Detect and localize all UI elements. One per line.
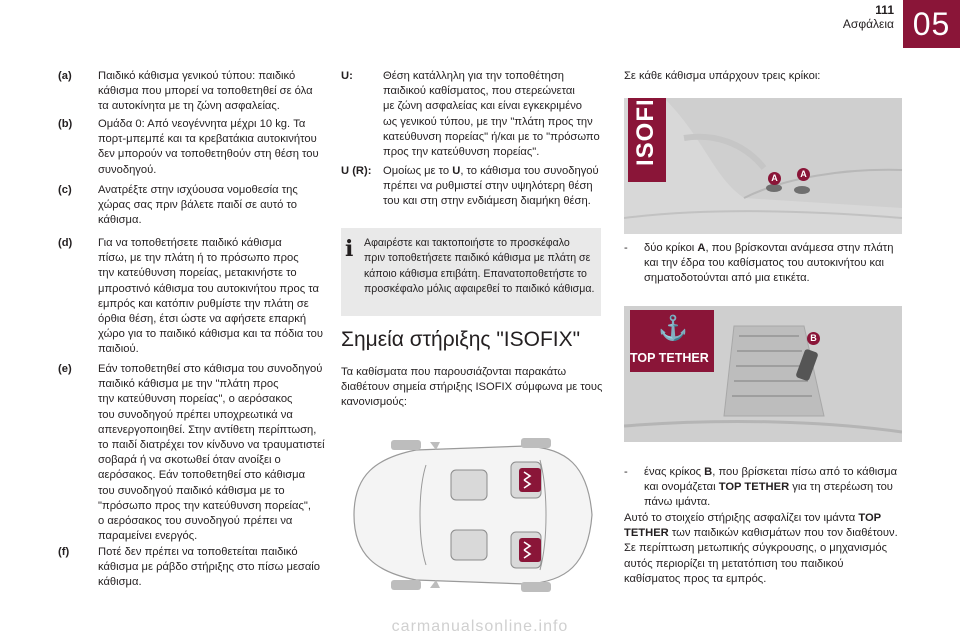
isofix-label: ISOFIX bbox=[632, 81, 659, 166]
text-line: και ονομάζεται TOP TETHER για τη στερέωση του bbox=[644, 481, 893, 494]
text-line: και την έδρα του καθίσματος του αυτοκινήτου και bbox=[644, 257, 884, 270]
legend-label: (d) bbox=[58, 237, 73, 249]
text-line: ο αερόσακος του συνοδηγού πρέπει να bbox=[98, 515, 293, 528]
text-line: προσκέφαλο μόλις αφαιρεθεί το παιδικό κάθισμα. bbox=[364, 283, 595, 296]
info-icon: i bbox=[345, 236, 354, 262]
text-line: σηματοδοτούνται από μια ετικέτα. bbox=[644, 272, 810, 285]
text-line: TETHER των παιδικών καθισμάτων που τον διαθέτουν. bbox=[624, 527, 898, 540]
anchor-b-badge: B bbox=[807, 332, 820, 345]
text-line: κάθισμα που μπορεί να τοποθετηθεί σε όλα bbox=[98, 85, 313, 98]
text-line: παιδικό κάθισμα με την "πλάτη προς bbox=[98, 378, 279, 391]
text-line: την κατεύθυνση πορείας", ο αερόσακος bbox=[98, 393, 293, 406]
text-line: πρέπει να ρυθμιστεί στην υψηλότερη θέση bbox=[383, 180, 593, 193]
text-line: αερόσακος. Εάν τοποθετηθεί στο κάθισμα bbox=[98, 469, 306, 482]
text-line: όρθια θέση, έτσι ώστε να αφήσετε επαρκή bbox=[98, 313, 307, 326]
info-text bbox=[364, 236, 596, 298]
text-line: του και στη στην ενδιάμεση διαμήκη θέση. bbox=[383, 195, 591, 208]
text-line: Ομάδα 0: Από νεογέννητα μέχρι 10 kg. Τα bbox=[98, 118, 306, 130]
text-line: καθίσματος προς τα εμπρός. bbox=[624, 572, 767, 585]
text-line: πίσω, με την πλάτη ή το πρόσωπο προς bbox=[98, 252, 299, 265]
child-seat-icon: ⚓ bbox=[658, 315, 688, 342]
text-line: με ζώνη ασφαλείας και είναι εγκεκριμένο bbox=[383, 100, 583, 113]
anchors-intro: Σε κάθε κάθισμα υπάρχουν τρεις κρίκοι: bbox=[624, 70, 821, 82]
top-tether-label: TOP TETHER bbox=[630, 351, 709, 365]
text-line: προς την κατεύθυνση πορείας". bbox=[383, 146, 540, 159]
text-line: Θέση κατάλληλη για την τοποθέτηση bbox=[383, 70, 564, 82]
legend-label: (f) bbox=[58, 546, 70, 558]
text-line: του συνοδηγού πρέπει υποχρεωτικά να bbox=[98, 408, 293, 421]
definition-label: U: bbox=[341, 70, 353, 82]
top-tether-paragraph bbox=[624, 511, 902, 587]
watermark: carmanualsonline.info bbox=[391, 618, 569, 635]
text-line: του συνοδηγού παιδικό κάθισμα με το bbox=[98, 484, 285, 497]
anchor-a-badge: A bbox=[797, 168, 810, 181]
text-line: Σε περίπτωση μετωπικής σύγκρουσης, ο μηχανισμός bbox=[624, 542, 888, 555]
text-line: πριν τοποθετήσετε παιδικό κάθισμα με πλάτη σε bbox=[364, 252, 591, 265]
text-line: αυτός περιορίζει τη μετατόπιση του παιδικού bbox=[624, 557, 844, 570]
text-line: πάνω ιμάντα. bbox=[644, 496, 711, 509]
text-line: συνοδηγού. bbox=[98, 163, 157, 176]
text-line: μπροστινό κάθισμα του αυτοκινήτου προς τα bbox=[98, 282, 319, 295]
text-line: παιδιού. bbox=[98, 343, 139, 356]
text-line: Αφαιρέστε και τακτοποιήστε το προσκέφαλο bbox=[364, 237, 570, 249]
text-line: ένας κρίκος B, που βρίσκεται πίσω από το κάθισμα bbox=[644, 466, 898, 478]
text-line: κανονισμούς: bbox=[341, 396, 408, 409]
text-line: Αυτό το στοιχείο στήριξης ασφαλίζει τον ιμάντα TOP bbox=[624, 512, 882, 524]
text-line: Ανατρέξτε στην ισχύουσα νομοθεσία της bbox=[98, 184, 298, 196]
legend-label: (c) bbox=[58, 184, 72, 196]
text-line: κάθισμα με ράβδο στήριξης στο πίσω μεσαίο bbox=[98, 561, 321, 574]
text-line: ως γενικού τύπου, με την "πλάτη προς την bbox=[383, 115, 593, 128]
text-line: χώρο για το παιδικό κάθισμα και τα πόδια του bbox=[98, 328, 324, 341]
text-line: σοβαρά ή να σκοτωθεί όταν ανοίξει ο bbox=[98, 454, 281, 467]
text-line: Παιδικό κάθισμα γενικού τύπου: παιδικό bbox=[98, 70, 296, 82]
text-line: "πρόσωπο προς την κατεύθυνση πορείας", bbox=[98, 499, 311, 512]
definition-label: U (R): bbox=[341, 165, 372, 177]
car-top-view-illustration bbox=[336, 420, 602, 610]
text-line: δεν μπορούν να τοποθετηθούν στη θέση του bbox=[98, 148, 319, 161]
section-heading: Σημεία στήριξης "ISOFIX" bbox=[341, 328, 581, 351]
text-line: παραμείνει ενεργός. bbox=[98, 530, 198, 543]
text-line: εμπρός και κατόπιν ρυθμίστε την πλάτη σε bbox=[98, 297, 309, 310]
legend-label: (a) bbox=[58, 70, 72, 82]
text-line: απενεργοποιηθεί. Στην αντίθετη περίπτωση, bbox=[98, 423, 317, 436]
text-line: χώρας σας πριν βάλετε παιδί σε αυτό το bbox=[98, 199, 297, 212]
anchor-a-badge: A bbox=[768, 172, 781, 185]
text-line: πορτ-μπεμπέ και τα κρεβατάκια αυτοκινήτου bbox=[98, 133, 317, 146]
intro-paragraph bbox=[341, 365, 603, 411]
section-title-header: Ασφάλεια bbox=[842, 17, 894, 31]
text-line: διαθέτουν σημεία στήριξης ISOFIX σύμφωνα με τους bbox=[341, 381, 603, 394]
text-line: δύο κρίκοι A, που βρίσκονται ανάμεσα στην πλάτη bbox=[644, 242, 894, 254]
text-line: κάθισμα. bbox=[98, 214, 142, 227]
page-number: 111 bbox=[875, 3, 894, 17]
top-tether-photo bbox=[624, 306, 902, 442]
text-line: Ποτέ δεν πρέπει να τοποθετείται παιδικό bbox=[98, 546, 298, 558]
chapter-tab: 05 bbox=[903, 0, 960, 48]
text-line: κάθισμα. bbox=[98, 576, 142, 589]
legend-label: (e) bbox=[58, 363, 72, 375]
text-line: την κατεύθυνση πορείας, μετακινήστε το bbox=[98, 267, 297, 280]
isofix-anchors-photo bbox=[624, 98, 902, 234]
text-line: Ομοίως με το U, το κάθισμα του συνοδηγού bbox=[383, 165, 599, 177]
text-line: κάποιο κάθισμα επιβάτη. Επανατοποθετήστε το bbox=[364, 267, 587, 280]
text-line: Εάν τοποθετηθεί στο κάθισμα του συνοδηγού bbox=[98, 363, 323, 375]
text-line: τα αυτοκίνητα με τη ζώνη ασφαλείας. bbox=[98, 100, 280, 113]
text-line: παιδικού καθίσματος, που στερεώνεται bbox=[383, 85, 575, 98]
text-line: Για να τοποθετήσετε παιδικό κάθισμα bbox=[98, 237, 282, 249]
text-line: Τα καθίσματα που παρουσιάζονται παρακάτω bbox=[341, 366, 567, 378]
legend-label: (b) bbox=[58, 118, 73, 130]
text-line: κατεύθυνση πορείας" ή/και με το "πρόσωπο bbox=[383, 130, 600, 143]
text-line: το παιδί διατρέχει τον κίνδυνο να τραυματιστεί bbox=[98, 439, 325, 452]
